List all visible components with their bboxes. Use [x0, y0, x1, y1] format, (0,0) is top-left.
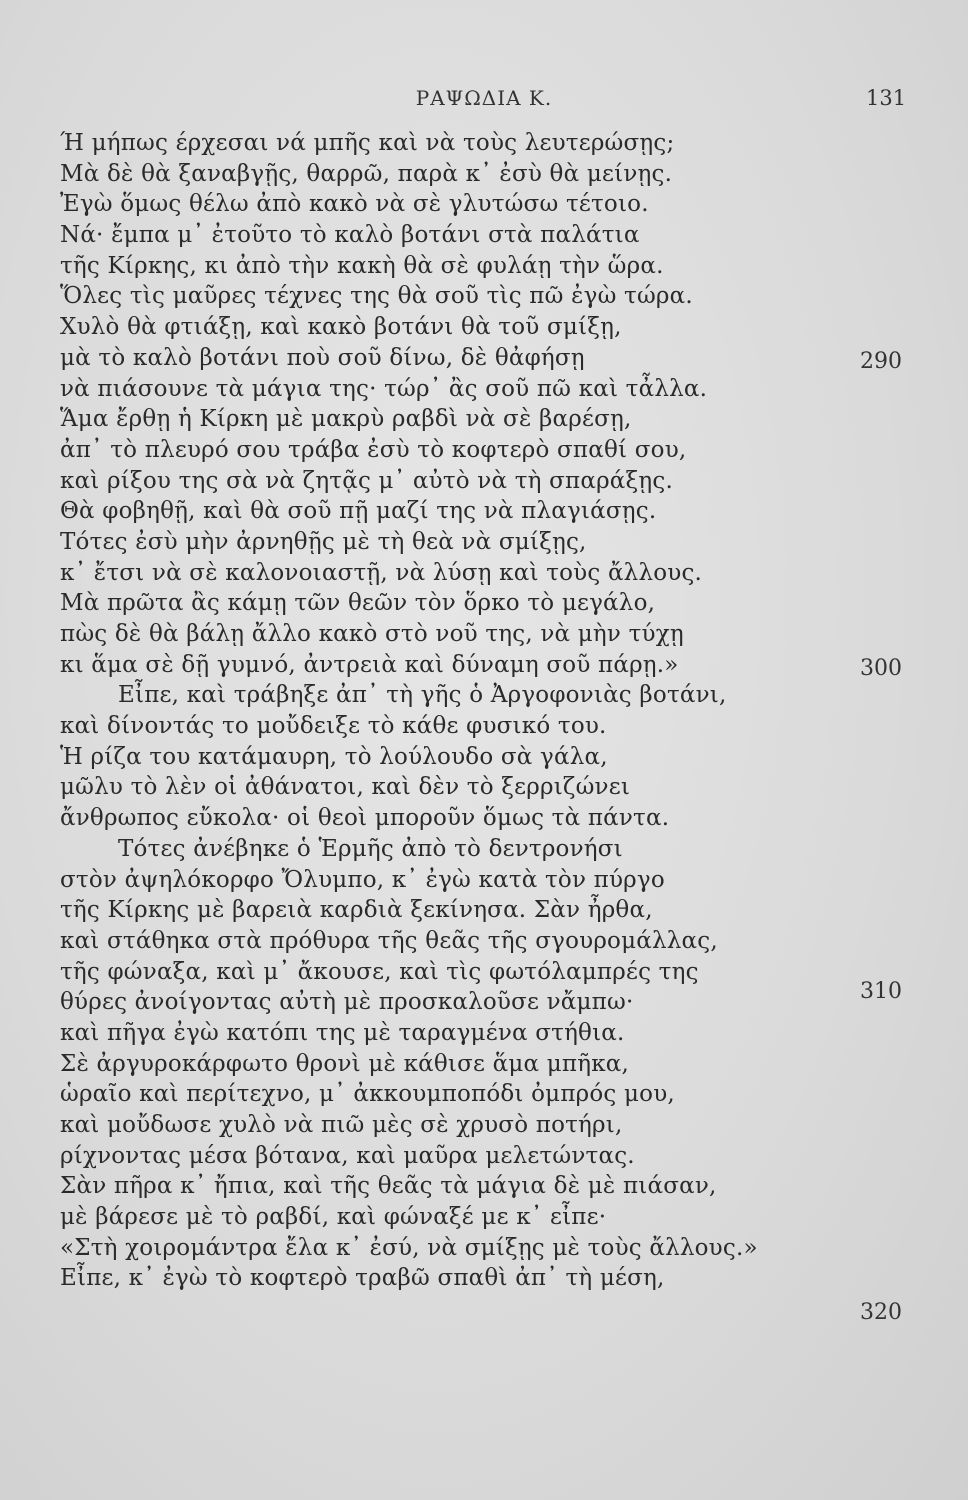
verse-line: κι ἅμα σὲ δῇ γυμνό, ἀντρειὰ καὶ δύναμη σοῦ πάρῃ.»	[60, 651, 679, 678]
verse-line: πὼς δὲ θὰ βάλῃ ἄλλο κακὸ στὸ νοῦ της, νὰ μὴν τύχῃ	[60, 621, 684, 647]
verse-line: καὶ δίνοντάς το μοὔδειξε τὸ κάθε φυσικό του.	[60, 713, 607, 740]
verse-line: τῆς Κίρκης, κι ἀπὸ τὴν κακὴ θὰ σὲ φυλάῃ τὴν ὥρα.	[60, 252, 664, 279]
verse-line: Τότες ἀνέβηκε ὁ Ἑρμῆς ἀπὸ τὸ δεντρονήσι	[118, 835, 623, 862]
verse-line: Σὲ ἀργυροκάρφωτο θρονὶ μὲ κάθισε ἅμα μπῆκα,	[60, 1050, 630, 1077]
verse-line: καὶ μοὔδωσε χυλὸ νὰ πιῶ μὲς σὲ χρυσὸ ποτήρι,	[60, 1112, 623, 1138]
verse-line: Ἅμα ἔρθῃ ἡ Κίρκη μὲ μακρὺ ραβδὶ νὰ σὲ βαρέσῃ,	[60, 406, 632, 433]
verse-line: καὶ ρίξου της σὰ νὰ ζητᾷς μ᾽ αὐτὸ νὰ τὴ σπαράξῃς.	[60, 467, 673, 494]
verse-line: Μὰ πρῶτα ἂς κάμῃ τῶν θεῶν τὸν ὅρκο τὸ μεγάλο,	[60, 590, 656, 617]
verse-line: Εἶπε, κ᾽ ἐγὼ τὸ κοφτερὸ τραβῶ σπαθὶ ἀπ᾽ τὴ μέση,	[60, 1265, 665, 1292]
verse-line: ἄνθρωπος εὔκολα· οἱ θεοὶ μποροῦν ὅμως τὰ πάντα.	[60, 805, 670, 832]
verse-line: ἀπ᾽ τὸ πλευρό σου τράβα ἐσὺ τὸ κοφτερὸ σπαθί σου,	[60, 436, 687, 463]
verse-line: θύρες ἀνοίγοντας αὐτὴ μὲ προσκαλοῦσε νἄμπω·	[60, 989, 634, 1016]
verse-line: μῶλυ τὸ λὲν οἱ ἀθάνατοι, καὶ δὲν τὸ ξερριζώνει	[60, 774, 631, 801]
verse-line: Μὰ δὲ θὰ ξαναβγῇς, θαρρῶ, παρὰ κ᾽ ἐσὺ θὰ μείνῃς.	[60, 160, 673, 187]
verse-line: Ή μήπως έρχεσαι νά μπῆς καὶ νὰ τοὺς λευτερώσῃς;	[60, 130, 675, 156]
verse-line: Ὅλες τὶς μαῦρες τέχνες της θὰ σοῦ τὶς πῶ ἐγὼ τώρα.	[60, 283, 693, 310]
running-head: ΡΑΨΩΔΙΑ Κ.	[415, 86, 553, 110]
verse-line: ὡραῖο καὶ περίτεχνο, μ᾽ ἀκκουμποπόδι ὀμπρός μου,	[60, 1081, 675, 1108]
verse-line: μὲ βάρεσε μὲ τὸ ραβδί, καὶ φώναξέ με κ᾽ εἶπε·	[60, 1204, 607, 1231]
verse-line: ρίχνοντας μέσα βότανα, καὶ μαῦρα μελετώντας.	[60, 1142, 635, 1169]
verse-line: Τότες ἐσὺ μὴν ἀρνηθῇς μὲ τὴ θεὰ νὰ σμίξῃς,	[60, 528, 587, 555]
verse-line: κ᾽ ἔτσι νὰ σὲ καλονοιαστῇ, νὰ λύσῃ καὶ τοὺς ἄλλους.	[60, 559, 703, 586]
verse-line: νὰ πιάσουνε τὰ μάγια της· τώρ᾽ ἂς σοῦ πῶ καὶ τἆλλα.	[60, 375, 708, 402]
verse-line: Νά· ἔμπα μ᾽ ἐτοῦτο τὸ καλὸ βοτάνι στὰ παλάτια	[60, 222, 640, 249]
verse-line: Εἶπε, καὶ τράβηξε ἀπ᾽ τὴ γῆς ὁ Ἀργοφονιὰς βοτάνι,	[118, 682, 727, 709]
verse-line: Χυλὸ θὰ φτιάξῃ, καὶ κακὸ βοτάνι θὰ τοῦ σμίξῃ,	[60, 314, 622, 341]
verse-line: τῆς φώναξα, καὶ μ᾽ ἄκουσε, καὶ τὶς φωτόλαμπρές της	[60, 958, 699, 985]
verse-line: Σὰν πῆρα κ᾽ ἤπια, καὶ τῆς θεᾶς τὰ μάγια δὲ μὲ πιάσαν,	[60, 1173, 717, 1200]
verse-line: «Στὴ χοιρομάντρα ἔλα κ᾽ ἐσύ, νὰ σμίξῃς μὲ τοὺς ἄλλους.»	[60, 1234, 758, 1261]
verse-line: τῆς Κίρκης μὲ βαρειὰ καρδιὰ ξεκίνησα. Σὰν ἦρθα,	[60, 897, 653, 924]
page-number: 131	[866, 86, 907, 110]
verse-line: μὰ τὸ καλὸ βοτάνι ποὺ σοῦ δίνω, δὲ θἀφήσῃ	[60, 344, 585, 371]
verse-line: καὶ στάθηκα στὰ πρόθυρα τῆς θεᾶς τῆς σγουρομάλλας,	[60, 927, 718, 954]
line-number-320: 320	[860, 1300, 902, 1325]
verse-line: καὶ πῆγα ἐγὼ κατόπι της μὲ ταραγμένα στήθια.	[60, 1019, 625, 1046]
verse-line: Θὰ φοβηθῇ, καὶ θὰ σοῦ πῇ μαζί της νὰ πλαγιάσῃς.	[60, 498, 657, 525]
line-number-290: 290	[860, 349, 902, 374]
verse-block	[60, 128, 840, 1294]
line-number-310: 310	[860, 979, 902, 1004]
line-number-300: 300	[860, 656, 902, 681]
verse-line: στὸν ἀψηλόκορφο Ὄλυμπο, κ᾽ ἐγὼ κατὰ τὸν πύργο	[60, 866, 665, 893]
verse-line: Ἐγὼ ὅμως θέλω ἀπὸ κακὸ νὰ σὲ γλυτώσω τέτοιο.	[60, 191, 649, 218]
verse-line: Ἡ ρίζα του κατάμαυρη, τὸ λούλουδο σὰ γάλα,	[60, 743, 608, 770]
